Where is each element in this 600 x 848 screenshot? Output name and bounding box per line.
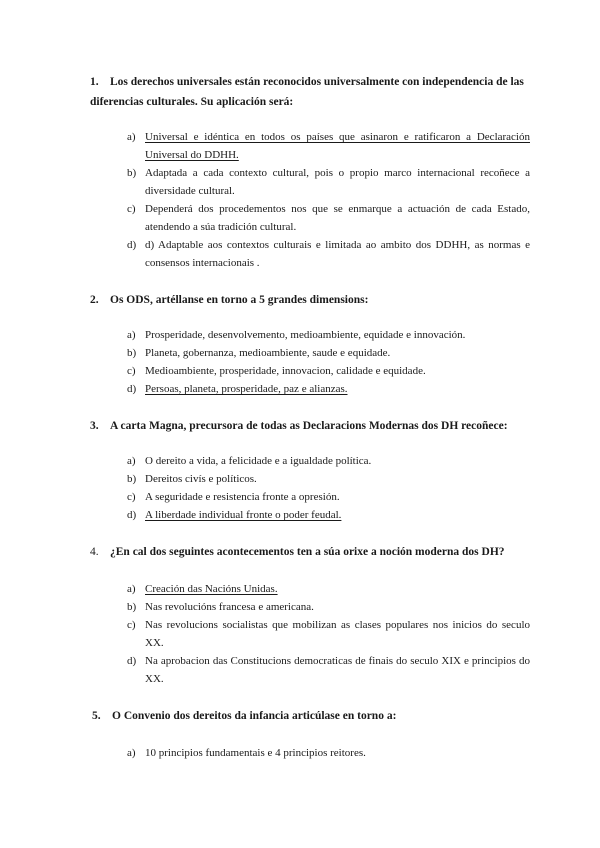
option-label: a) — [127, 329, 136, 341]
question-text: Os ODS, artéllanse en torno a 5 grandes dimensions: — [110, 294, 369, 306]
option-a[interactable] — [127, 744, 530, 762]
question-5 — [92, 706, 532, 726]
question-number: 5. — [92, 710, 101, 722]
option-d[interactable] — [127, 380, 530, 398]
question-4 — [90, 542, 530, 562]
option-a[interactable] — [127, 580, 530, 598]
option-d[interactable] — [127, 236, 530, 272]
question-number: 1. — [90, 76, 99, 88]
option-text: Dereitos civís e políticos. — [145, 473, 257, 485]
option-text: Creación das Nacións Unidas. — [145, 583, 278, 595]
option-label: c) — [127, 491, 136, 503]
option-label: d) — [127, 239, 137, 251]
option-c[interactable] — [127, 488, 530, 506]
question-number: 2. — [90, 294, 99, 306]
question-3 — [90, 416, 530, 436]
question-text: O Convenio dos dereitos da infancia articúlase en torno a: — [112, 710, 397, 722]
option-label: c) — [127, 619, 136, 631]
option-b[interactable] — [127, 598, 530, 616]
option-label: a) — [127, 747, 136, 759]
question-number: 4. — [90, 546, 99, 558]
option-text: Na aprobacion das Constitucions democraticas de finais do seculo XIX e principios do XX. — [145, 655, 530, 685]
options-4 — [127, 580, 530, 688]
option-label: d) — [127, 509, 137, 521]
option-text: O dereito a vida, a felicidade e a igualdade política. — [145, 455, 372, 467]
option-a[interactable] — [127, 128, 530, 164]
option-text: A seguridade e resistencia fronte a opresión. — [145, 491, 340, 503]
option-label: a) — [127, 583, 136, 595]
options-5 — [127, 744, 530, 762]
option-text: 10 principios fundamentais e 4 principios reitores. — [145, 747, 366, 759]
option-text: Nas revolucións francesa e americana. — [145, 601, 314, 613]
option-text: Medioambiente, prosperidade, innovacion, calidade e equidade. — [145, 365, 426, 377]
option-text: A liberdade individual fronte o poder feudal. — [145, 509, 342, 521]
question-1 — [90, 72, 530, 112]
question-2 — [90, 290, 530, 310]
option-label: b) — [127, 167, 137, 179]
question-text: A carta Magna, precursora de todas as Declaracions Modernas dos DH recoñece: — [110, 420, 508, 432]
option-d[interactable] — [127, 652, 530, 688]
option-label: a) — [127, 131, 136, 143]
option-text: d) Adaptable aos contextos culturais e limitada ao ambito dos DDHH, as normas e consensos internacionais . — [145, 239, 530, 269]
option-text: Nas revolucions socialistas que mobilizan as clases populares nos inicios do seculo XX. — [145, 619, 530, 649]
option-label: c) — [127, 365, 136, 377]
options-2 — [127, 326, 530, 398]
option-b[interactable] — [127, 344, 530, 362]
option-text: Universal e idéntica en todos os países que asinaron e ratificaron a Declaración Universal do DDHH. — [145, 131, 530, 161]
option-label: b) — [127, 473, 137, 485]
option-text: Adaptada a cada contexto cultural, pois o propio marco internacional recoñece a diversidade cultural. — [145, 167, 530, 197]
question-text: Los derechos universales están reconocidos universalmente con independencia de las diferencias culturales. Su aplicación será: — [90, 76, 524, 108]
option-a[interactable] — [127, 326, 530, 344]
option-b[interactable] — [127, 164, 530, 200]
option-text: Dependerá dos procedementos nos que se enmarque a actuación de cada Estado, atendendo a súa tradición cultural. — [145, 203, 530, 233]
option-label: d) — [127, 655, 137, 667]
option-text: Prosperidade, desenvolvemento, medioambiente, equidade e innovación. — [145, 329, 466, 341]
option-label: d) — [127, 383, 137, 395]
option-c[interactable] — [127, 362, 530, 380]
question-number: 3. — [90, 420, 99, 432]
option-text: Persoas, planeta, prosperidade, paz e alianzas. — [145, 383, 348, 395]
option-b[interactable] — [127, 470, 530, 488]
option-label: b) — [127, 601, 137, 613]
option-d[interactable] — [127, 506, 530, 524]
question-text: ¿En cal dos seguintes acontecementos ten a súa orixe a noción moderna dos DH? — [110, 546, 505, 558]
option-a[interactable] — [127, 452, 530, 470]
options-1 — [127, 128, 530, 272]
option-c[interactable] — [127, 200, 530, 236]
option-c[interactable] — [127, 616, 530, 652]
option-label: b) — [127, 347, 137, 359]
option-text: Planeta, gobernanza, medioambiente, saude e equidade. — [145, 347, 391, 359]
option-label: a) — [127, 455, 136, 467]
option-label: c) — [127, 203, 136, 215]
options-3 — [127, 452, 530, 524]
